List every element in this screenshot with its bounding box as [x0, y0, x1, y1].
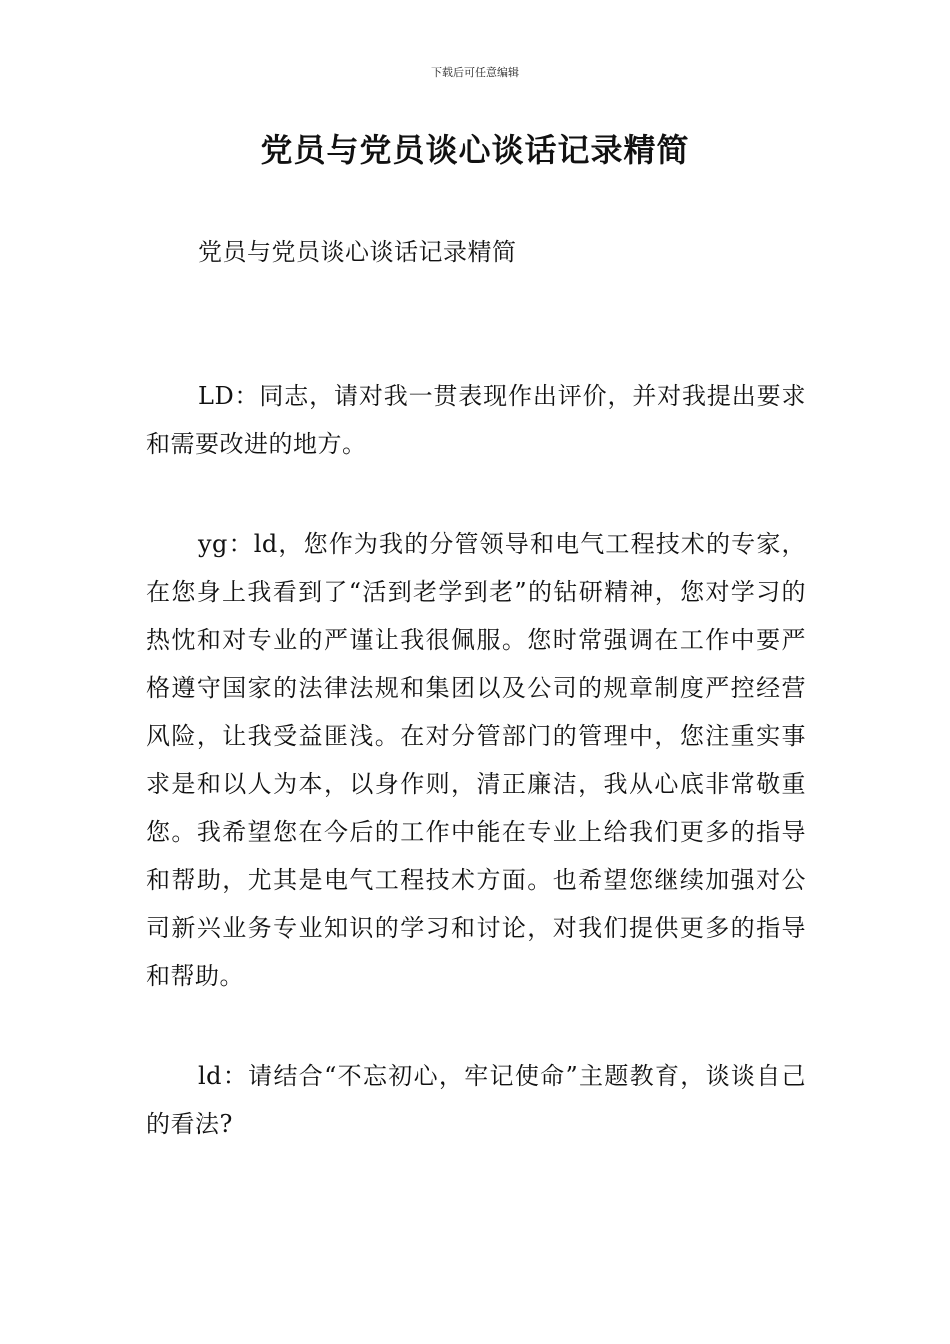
document-body — [146, 228, 806, 1148]
paragraph-employee-answer: yg：ld，您作为我的分管领导和电气工程技术的专家，在您身上我看到了“活到老学到老”的钻研精神，您对学习的热忱和对专业的严谨让我很佩服。您时常强调在工作中要严格遵守国家的法律法规和集团以及公司的规章制度严控经营风险，让我受益匪浅。在对分管部门的管理中，您注重实事求是和以人为本，以身作则，清正廉洁，我从心底非常敬重您。我希望您在今后的工作中能在专业上给我们更多的指导和帮助，尤其是电气工程技术方面。也希望您继续加强对公司新兴业务专业知识的学习和讨论，对我们提供更多的指导和帮助。 — [146, 530, 806, 990]
document-subtitle: 党员与党员谈心谈话记录精简 — [198, 238, 517, 266]
paragraph-leader-question: LD：同志，请对我一贯表现作出评价，并对我提出要求和需要改进的地方。 — [146, 382, 806, 458]
paragraph-leader-question-2: ld：请结合“不忘初心，牢记使命”主题教育，谈谈自己的看法? — [146, 1062, 806, 1138]
document-title: 党员与党员谈心谈话记录精简 — [260, 131, 690, 169]
page-header-note: 下载后可任意编辑 — [431, 66, 519, 79]
